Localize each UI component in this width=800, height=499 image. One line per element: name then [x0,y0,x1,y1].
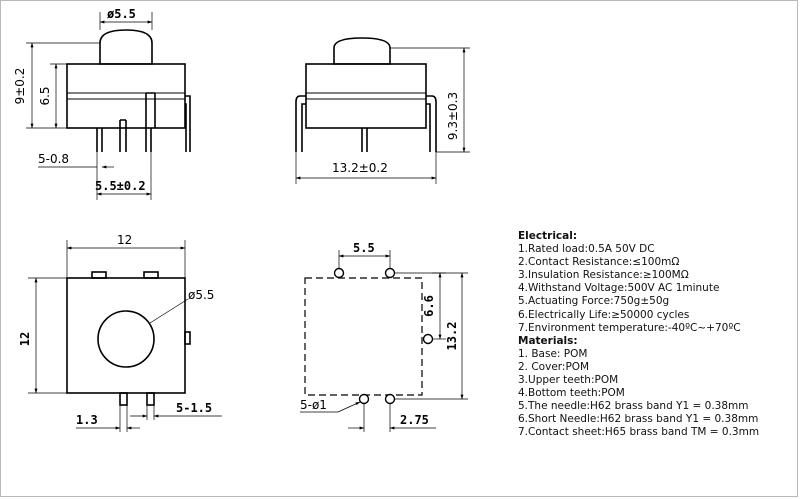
front-width-label: 13.2±0.2 [332,161,388,175]
pcb-height-label: 13.2 [445,321,459,351]
pcb-vertical-label: 6.6 [422,295,436,317]
front-height-label: 9.3±0.3 [446,91,460,141]
top-view [18,233,222,432]
electrical-item: 6.Electrically Life:≥50000 cycles [518,308,690,321]
top-pin-a-label: 1.3 [76,413,98,427]
spec-panel [518,230,796,440]
materials-item: 4.Bottom teeth:POM [518,387,625,400]
electrical-item: 5.Actuating Force:750g±50g [518,295,670,308]
top-width-label: 12 [117,233,133,247]
side-view [13,7,190,200]
side-top-width-label: ø5.5 [107,7,136,21]
materials-item: 6.Short Needle:H62 brass band Y1 = 0.38mm [518,413,759,426]
electrical-item: 3.Insulation Resistance:≥100MΩ [518,269,689,282]
side-pin-spacing-label: 5.5±0.2 [95,179,146,193]
materials-item: 3.Upper teeth:POM [518,374,619,387]
materials-item: 1. Base: POM [518,347,588,360]
front-view [296,38,470,184]
pcb-footprint-view [300,241,468,432]
top-height-label: 12 [18,331,32,347]
materials-heading: Materials: [518,334,578,347]
materials-item: 7.Contact sheet:H65 brass band TM = 0.3mm [518,426,760,439]
pcb-holes-label: 5-ø1 [300,398,327,412]
side-pin-offset-label: 5-0.8 [38,152,70,166]
top-button-dia-label: ø5.5 [188,288,215,302]
top-pin-b-label: 5-1.5 [176,401,213,415]
side-height-label: 9±0.2 [13,67,27,105]
electrical-item: 1.Rated load:0.5A 50V DC [518,243,655,256]
pcb-spacing-label: 5.5 [353,241,375,255]
electrical-heading: Electrical: [518,230,578,242]
electrical-item: 2.Contact Resistance:≤100mΩ [518,256,680,269]
materials-item: 5.The needle:H62 brass band Y1 = 0.38mm [518,400,749,413]
materials-item: 2. Cover:POM [518,360,590,373]
electrical-item: 4.Withstand Voltage:500V AC 1minute [518,282,720,295]
electrical-item: 7.Environment temperature:-40ºC~+70ºC [518,321,741,334]
side-body-height-label: 6.5 [38,86,52,106]
pcb-offset-label: 2.75 [400,413,429,427]
